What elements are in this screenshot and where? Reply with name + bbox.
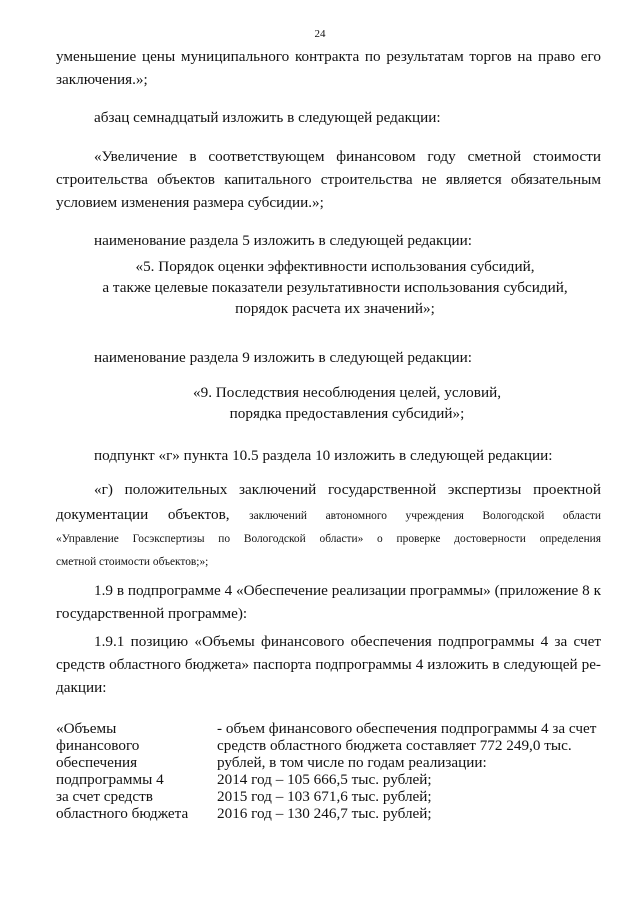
passport-value-line: 2016 год – 130 246,7 тыс. рублей; — [217, 805, 432, 822]
text-line: порядка предоставления субсидий»; — [229, 405, 465, 422]
paragraph-section9-instruction — [56, 346, 601, 369]
section9-title — [72, 382, 622, 424]
text-line: «5. Порядок оценки эффективности использования субсидий, — [135, 258, 535, 275]
paragraph-contract-price — [56, 45, 601, 91]
text-line: «г) положительных заключений государственной экспертизы проектной — [94, 481, 601, 498]
text-line: абзац семнадцатый изложить в следующей редакции: — [94, 109, 441, 126]
text-fragment: документации объектов, — [56, 506, 230, 523]
section5-title — [60, 256, 610, 319]
text-line: «Управление Госэкспертизы по Вологодской области» о проверке достоверности определения — [56, 533, 601, 545]
passport-value-line: рублей, в том числе по годам реализации: — [217, 754, 487, 771]
paragraph-subprogram4 — [56, 579, 601, 625]
paragraph-expertise-conclusions — [56, 478, 601, 574]
passport-value-line: 2014 год – 105 666,5 тыс. рублей; — [217, 771, 432, 788]
text-line: средств областного бюджета» паспорта подпрограммы 4 изложить в следующей ре- — [56, 656, 601, 673]
text-line: наименование раздела 9 изложить в следующей редакции: — [94, 349, 472, 366]
passport-label-column — [56, 720, 206, 822]
text-line: условием изменения размера субсидии.»; — [56, 194, 324, 211]
text-line: подпункт «г» пункта 10.5 раздела 10 изложить в следующей редакции: — [94, 447, 553, 464]
text-line: наименование раздела 5 изложить в следующей редакции: — [94, 232, 472, 249]
paragraph-section5-instruction — [56, 229, 601, 252]
passport-label-line: обеспечения — [56, 754, 138, 771]
text-line: дакции: — [56, 679, 107, 696]
text-line: сметной стоимости объектов;»; — [56, 556, 209, 568]
passport-value-column — [217, 720, 597, 822]
text-line: государственной программе): — [56, 605, 248, 622]
paragraph-subpoint-g-instruction — [56, 444, 601, 467]
paragraph-instruction-17 — [56, 106, 601, 129]
paragraph-position-1-9-1 — [56, 630, 601, 699]
text-line: «Увеличение в соответствующем финансовом году сметной стоимости — [94, 148, 601, 165]
paragraph-cost-increase — [56, 145, 601, 214]
passport-label-line: «Объемы — [56, 720, 117, 737]
page-number: 24 — [314, 28, 326, 40]
passport-label-line: финансового — [56, 737, 140, 754]
text-line: а также целевые показатели результативности использования субсидий, — [102, 279, 568, 296]
text-line: 1.9 в подпрограмме 4 «Обеспечение реализации программы» (приложение 8 к — [94, 582, 601, 599]
passport-label-line: областного бюджета — [56, 805, 189, 822]
passport-label-line: подпрограммы 4 — [56, 771, 164, 788]
passport-value-line: средств областного бюджета составляет 772 249,0 тыс. — [217, 737, 572, 754]
text-line: «9. Последствия несоблюдения целей, условий, — [193, 384, 501, 401]
text-line: строительства объектов капитального строительства не является обязательным — [56, 171, 601, 188]
text-line: 1.9.1 позицию «Объемы финансового обеспечения подпрограммы 4 за счет — [94, 633, 601, 650]
text-line — [56, 501, 601, 528]
text-line: заключения.»; — [56, 71, 148, 88]
text-line: уменьшение цены муниципального контракта по результатам торгов на право его — [56, 48, 601, 65]
text-line: порядок расчета их значений»; — [235, 300, 435, 317]
passport-value-line: - объем финансового обеспечения подпрограммы 4 за счет — [217, 720, 597, 737]
passport-label-line: за счет средств — [56, 788, 153, 805]
text-fragment: заключений автономного учреждения Вологодской области — [249, 510, 601, 522]
passport-value-line: 2015 год – 103 671,6 тыс. рублей; — [217, 788, 432, 805]
